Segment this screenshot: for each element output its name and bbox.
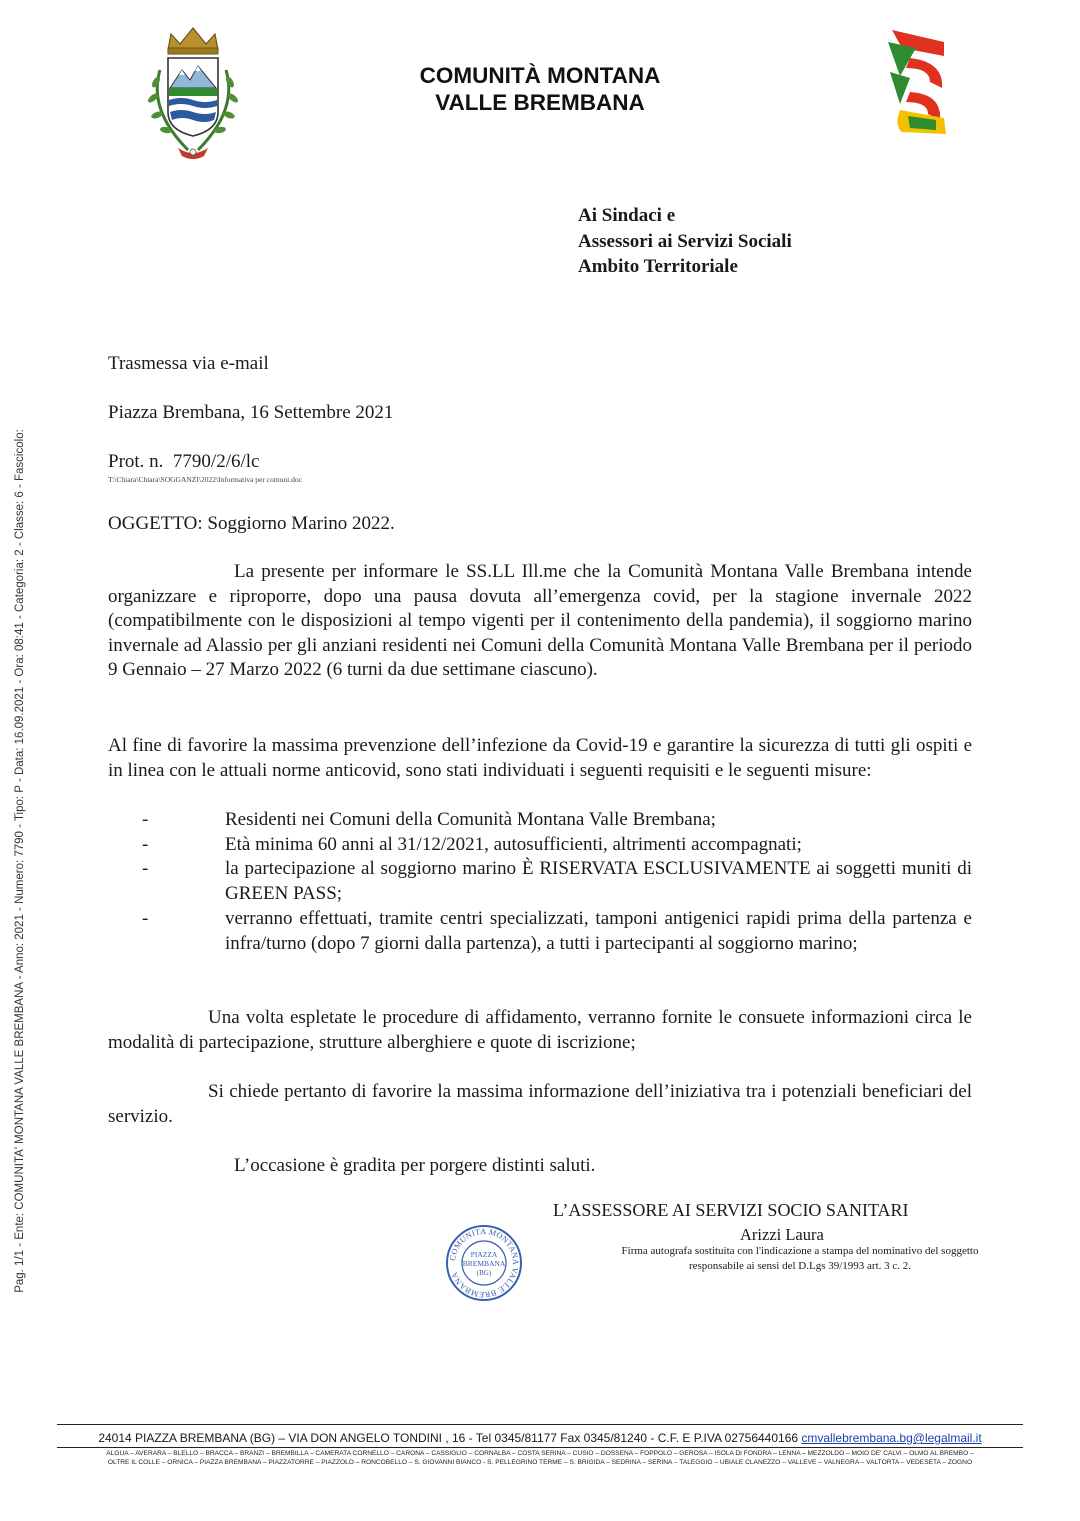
- org-title-line1: COMUNITÀ MONTANA: [419, 63, 661, 88]
- footer-address-text: 24014 PIAZZA BREMBANA (BG) – VIA DON ANGELO TONDINI , 16 - Tel 0345/81177 Fax 0345/81240 - C.F. E P.IVA 02756440166: [98, 1431, 802, 1445]
- list-item: [108, 857, 972, 906]
- signature-note: Firma autografa sostituita con l'indicazione a stampa del nominativo del soggetto responsabile ai sensi del D.Lgs 39/1993 art. 3 c. 2.: [621, 1245, 979, 1272]
- recipient-line: Ambito Territoriale: [578, 256, 738, 277]
- dash-bullet: -: [142, 834, 149, 855]
- list-item-text: verranno effettuati, tramite centri specializzati, tamponi antigenici rapidi prima della partenza e infra/turno (dopo 7 giorni dalla partenza), a tutti i partecipanti al soggiorno marino;: [225, 908, 972, 954]
- body-paragraph-2: [108, 734, 972, 783]
- recipients-block: [578, 203, 792, 280]
- body-paragraph-1: [108, 560, 972, 683]
- protocol-number: Prot. n. 7790/2/6/lc: [108, 451, 260, 472]
- stamp-center-2: BREMBANA: [462, 1259, 506, 1268]
- list-item: [108, 833, 972, 858]
- footer-rule-top: [57, 1424, 1023, 1425]
- stamp-ring-text: COMUNITA MONTANA VALLE BREMBANA: [448, 1226, 521, 1300]
- list-item: [108, 808, 972, 833]
- signatory-title: L’ASSESSORE AI SERVIZI SOCIO SANITARI: [553, 1200, 909, 1220]
- footer-address: [57, 1431, 1023, 1445]
- place-date: Piazza Brembana, 16 Settembre 2021: [108, 402, 394, 423]
- list-item: [108, 907, 972, 956]
- brand-logo: [880, 26, 950, 138]
- list-item-text: Età minima 60 anni al 31/12/2021, autosufficienti, altrimenti accompagnati;: [225, 834, 802, 855]
- paragraph-text: Una volta espletate le procedure di affidamento, verranno fornite le consuete informazioni circa le modalità di partecipazione, strutture alberghiere e quote di iscrizione;: [108, 1007, 972, 1053]
- paragraph-text: Al fine di favorire la massima prevenzione dell’infezione da Covid-19 e garantire la sicurezza di tutti gli ospiti e in linea con le attuali norme anticovid, sono stati individuati i seguenti requisiti e le seguenti misure:: [108, 735, 972, 781]
- closing-text: L’occasione è gradita per porgere distinti saluti.: [234, 1155, 596, 1176]
- footer-comuni-line-2: OLTRE IL COLLE – ORNICA – PIAZZA BREMBANA – PIAZZATORRE – PIAZZOLO – RONCOBELLO – S. GIOVANNI BIANCO - S. PELLEGRINO TERME – S. BRIGIDA – SEDRINA – SERINA – TALEGGIO – UBIALE CLANEZZO – VALLEVE – VALNEGRA – VALTORTA – VEDESETA – ZOGNO: [107, 1459, 973, 1466]
- footer-comuni-line-1: ALGUA – AVERARA – BLELLO – BRACCA – BRANZI – BREMBILLA – CAMERATA CORNELLO – CARONA – CASSIGLIO – CORNALBA – COSTA SERINA – CUSIO – DOSSENA – FOPPOLO – GEROSA – ISOLA DI FONDRA – LENNA – MEZZOLDO – MOIO DE' CALVI – OLMO AL BREMBO –: [106, 1450, 974, 1457]
- stamp-center-3: (BG): [476, 1269, 492, 1277]
- footer-rule-bottom: [57, 1447, 1023, 1448]
- list-item-text: Residenti nei Comuni della Comunità Montana Valle Brembana;: [225, 809, 716, 830]
- paragraph-text: La presente per informare le SS.LL Ill.me che la Comunità Montana Valle Brembana intende organizzare e riproporre, dopo una pausa dovuta all’emergenza covid, per la stagione invernale 2022 (compatibilmente con le disposizioni al tempo vigenti per il contenimento della pandemia), il soggiorno marino invernale ad Alassio per gli anziani residenti nei Comuni della Comunità Montana Valle Brembana per il periodo 9 Gennaio – 27 Marzo 2022 (6 turni da due settimane ciascuno).: [108, 561, 972, 681]
- file-path: T:\Chiara\Chiara\SOGGANZI\2022\Informativa per comuni.doc: [108, 475, 302, 484]
- closing-line: [108, 1154, 972, 1179]
- recipient-line: Ai Sindaci e: [578, 205, 676, 226]
- organization-title: [330, 62, 750, 116]
- recipient-line: Assessori ai Servizi Sociali: [578, 230, 792, 252]
- subject-line: OGGETTO: Soggiorno Marino 2022.: [108, 513, 395, 534]
- official-stamp: [444, 1224, 524, 1302]
- coat-of-arms-logo: [138, 20, 248, 170]
- footer-email-link[interactable]: cmvallebrembana.bg@legalmail.it: [801, 1431, 982, 1445]
- dash-bullet: -: [142, 809, 149, 830]
- stamp-center-1: PIAZZA: [470, 1250, 498, 1259]
- transmission-note: Trasmessa via e-mail: [108, 353, 269, 374]
- body-paragraph-3: [108, 1006, 972, 1055]
- list-item-text: la partecipazione al soggiorno marino È RISERVATA ESCLUSIVAMENTE ai soggetti muniti di GREEN PASS;: [225, 858, 972, 904]
- paragraph-text: Si chiede pertanto di favorire la massima informazione dell’iniziativa tra i potenziali beneficiari del servizio.: [108, 1081, 972, 1127]
- dash-bullet: -: [142, 858, 149, 879]
- dash-bullet: -: [142, 908, 149, 929]
- registration-strip: Pag. 1/1 - Ente: COMUNITA' MONTANA VALLE BREMBANA - Anno: 2021 - Numero: 7790 - Tipo: P - Data: 16.09.2021 - Ora: 08:41 - Categoria: 2 - Classe: 6 - Fascicolo:: [14, 429, 26, 1293]
- org-title-line2: VALLE BREMBANA: [435, 90, 645, 115]
- signatory-name: Arizzi Laura: [740, 1225, 824, 1244]
- body-paragraph-4: [108, 1080, 972, 1129]
